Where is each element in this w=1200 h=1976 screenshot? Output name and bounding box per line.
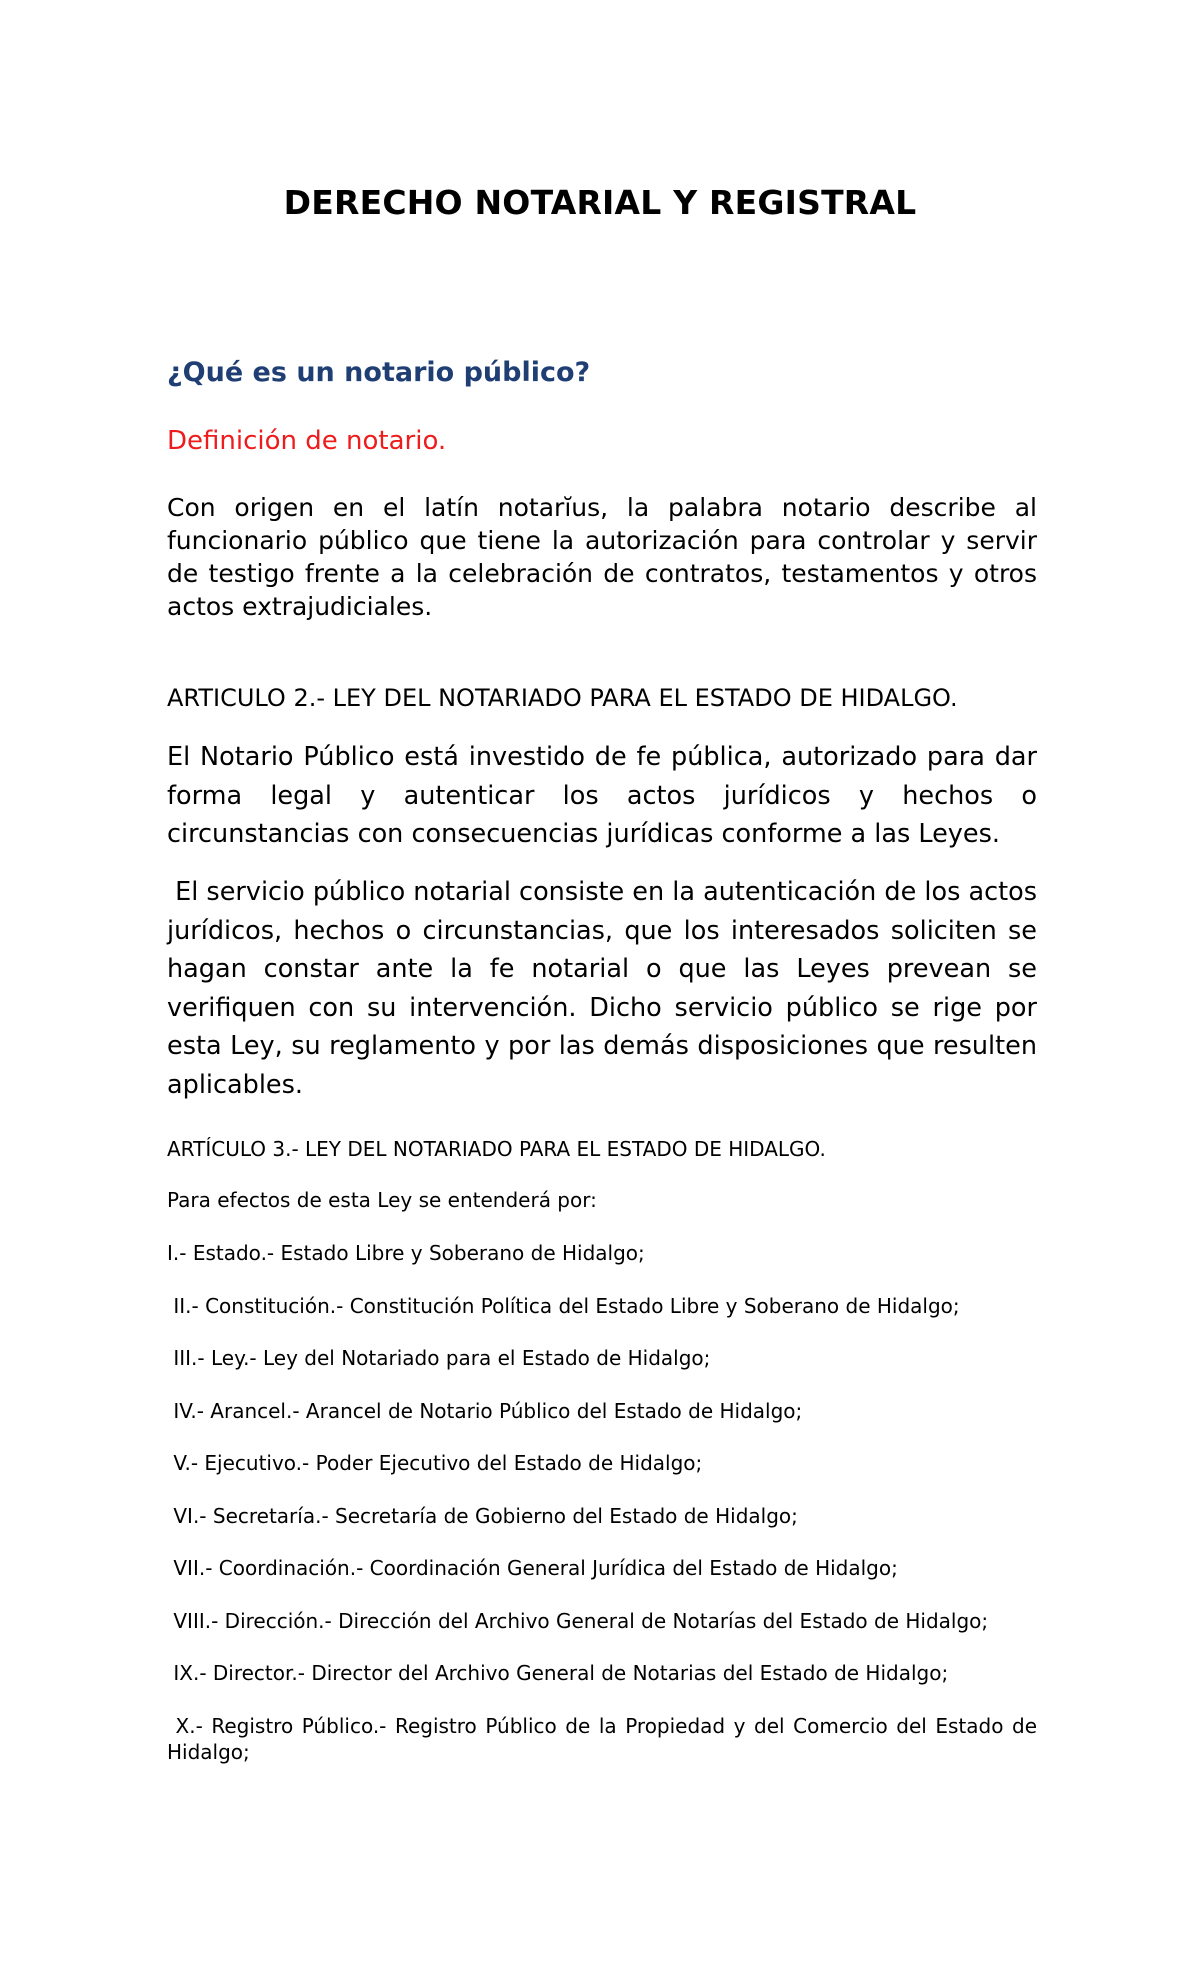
list-item: VI.- Secretaría.- Secretaría de Gobierno del Estado de Hidalgo; xyxy=(167,1503,798,1528)
list-item: VII.- Coordinación.- Coordinación General Jurídica del Estado de Hidalgo; xyxy=(167,1556,898,1580)
list-item: II.- Constitución.- Constitución Política del Estado Libre y Soberano de Hidalgo; xyxy=(167,1293,960,1318)
section-question: ¿Qué es un notario público? xyxy=(167,357,591,388)
article-3-heading: ARTÍCULO 3.- LEY DEL NOTARIADO PARA EL ESTADO DE HIDALGO. xyxy=(167,1137,826,1161)
document-title: DERECHO NOTARIAL Y REGISTRAL xyxy=(283,183,917,222)
list-item: V.- Ejecutivo.- Poder Ejecutivo del Estado de Hidalgo; xyxy=(167,1451,703,1475)
list-item: X.- Registro Público.- Registro Público de la Propiedad y del Comercio del Estado de Hidalgo; xyxy=(167,1713,1044,1764)
definitions-list xyxy=(167,1240,1044,1791)
article-2-paragraph-2: El servicio público notarial consiste en la autenticación de los actos jurídicos, hechos o circunstancias, que los interesados soliciten se hagan constar ante la fe notarial o que las Leyes prevean se verifiquen con su intervención. Dicho servicio público se rige por esta Ley, su reglamento y por las demás disposiciones que resulten aplicables. xyxy=(167,877,1046,1100)
definition-paragraph: Con origen en el latín notarĭus, la palabra notario describe al funcionario público que tiene la autorización para controlar y servir de testigo frente a la celebración de contratos, testamentos y otros actos extrajudiciales. xyxy=(167,493,1037,621)
article-2-paragraph-1: El Notario Público está investido de fe pública, autorizado para dar forma legal y autenticar los actos jurídicos y hechos o circunstancias con consecuencias jurídicas conforme a las Leyes. xyxy=(167,742,1037,849)
list-item: IV.- Arancel.- Arancel de Notario Público del Estado de Hidalgo; xyxy=(167,1398,803,1423)
list-item: VIII.- Dirección.- Dirección del Archivo General de Notarías del Estado de Hidalgo; xyxy=(167,1608,989,1633)
article-2-heading: ARTICULO 2.- LEY DEL NOTARIADO PARA EL ESTADO DE HIDALGO. xyxy=(167,684,958,712)
article-3-intro: Para efectos de esta Ley se entenderá por: xyxy=(167,1188,597,1212)
list-item: I.- Estado.- Estado Libre y Soberano de Hidalgo; xyxy=(167,1241,645,1265)
definition-label: Definición de notario. xyxy=(167,426,447,456)
list-item: III.- Ley.- Ley del Notariado para el Estado de Hidalgo; xyxy=(167,1346,711,1370)
list-item: IX.- Director.- Director del Archivo General de Notarias del Estado de Hidalgo; xyxy=(167,1661,949,1685)
